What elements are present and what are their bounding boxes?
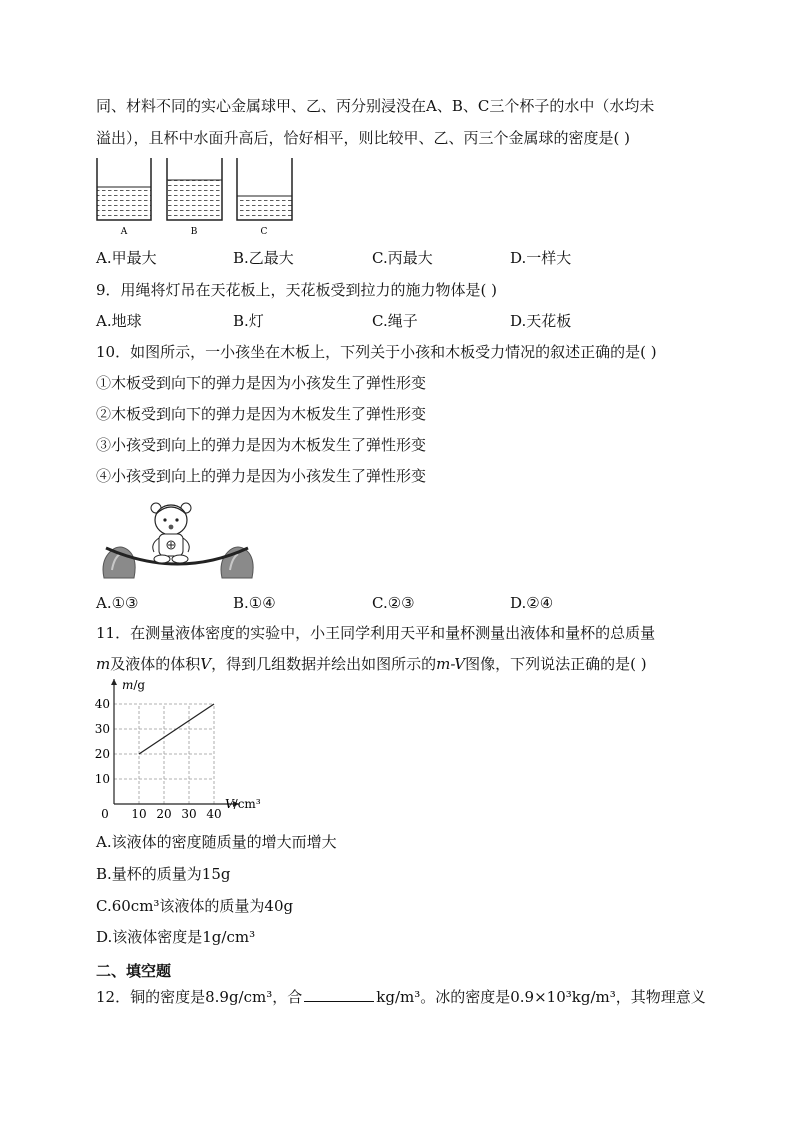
q10-statement-2: ②木板受到向下的弹力是因为木板发生了弹性形变	[96, 405, 427, 423]
q10-option-b[interactable]: B.①④	[233, 594, 276, 612]
y-tick-label-1: 20	[94, 747, 110, 761]
q8-line-2: 溢出），且杯中水面升高后，恰好相平，则比较甲、乙、丙三个金属球的密度是( )	[96, 129, 630, 147]
q11-option-d[interactable]: D.该液体密度是1g/cm³	[96, 928, 256, 946]
x-tick-label-0: 0	[101, 807, 109, 821]
section-heading: 二、填空题	[96, 962, 172, 980]
q10-statement-1: ①木板受到向下的弹力是因为小孩发生了弹性形变	[96, 374, 427, 392]
q8-option-b[interactable]: B.乙最大	[233, 249, 294, 267]
q10-statement-3: ③小孩受到向上的弹力是因为木板发生了弹性形变	[96, 436, 427, 454]
q11-var-mv: m-V	[436, 655, 466, 673]
q11-line-1: 11．在测量液体密度的实验中，小王同学利用天平和量杯测量出液体和量杯的总质量	[96, 624, 656, 642]
q9-option-b[interactable]: B.灯	[233, 312, 264, 330]
y-axis-label-var: m	[122, 678, 134, 692]
x-tick-label-2: 20	[156, 807, 172, 821]
child-figure	[151, 503, 191, 563]
cup-a	[97, 158, 151, 220]
q8-option-a[interactable]: A.甲最大	[96, 249, 157, 267]
child-on-board-figure	[98, 498, 268, 588]
three-cups-figure	[96, 158, 306, 238]
q12-part-1: 12．铜的密度是8.9g/cm³，合	[96, 988, 303, 1006]
q9-option-c[interactable]: C.绳子	[372, 312, 418, 330]
x-tick-label-3: 30	[181, 807, 197, 821]
cup-label-b: B	[190, 227, 198, 237]
q9-option-a[interactable]: A.地球	[96, 312, 142, 330]
q11-text-f: 图像，下列说法正确的是( )	[465, 655, 647, 673]
cup-label-a: A	[120, 227, 128, 237]
x-axis-label	[225, 797, 261, 811]
q9-option-d[interactable]: D.天花板	[510, 312, 572, 330]
y-tick-label-3: 40	[94, 697, 110, 711]
q11-var-m: m	[96, 655, 111, 673]
x-axis-label-unit: /cm³	[233, 797, 261, 811]
y-axis-label-unit: /g	[133, 678, 146, 692]
q12-part-2: kg/m³。冰的密度是0.9×10³kg/m³，其物理意义	[376, 988, 706, 1006]
q9-options	[96, 311, 716, 331]
q11-line-2	[96, 654, 647, 674]
y-axis-arrow	[111, 679, 117, 685]
q11-option-a[interactable]: A.该液体的密度随质量的增大而增大	[96, 833, 337, 851]
x-axis-label-var: V	[225, 797, 234, 811]
q10-option-d[interactable]: D.②④	[510, 594, 554, 612]
q8-option-c[interactable]: C.丙最大	[372, 249, 433, 267]
q10-options	[96, 593, 716, 613]
left-support-stone	[103, 547, 135, 578]
q10-option-c[interactable]: C.②③	[372, 594, 415, 612]
y-tick-label-0: 10	[94, 772, 110, 786]
q12-line	[96, 987, 706, 1007]
x-tick-label-1: 10	[131, 807, 147, 821]
cup-b	[167, 158, 222, 220]
y-axis-label	[122, 678, 145, 692]
q10-option-a[interactable]: A.①③	[96, 594, 139, 612]
q12-answer-blank[interactable]	[304, 987, 374, 1002]
q10-stem: 10．如图所示，一小孩坐在木板上，下列关于小孩和木板受力情况的叙述正确的是( )	[96, 343, 657, 361]
q11-option-b[interactable]: B.量杯的质量为15g	[96, 865, 231, 883]
cup-c	[237, 158, 292, 220]
q11-var-v: V	[200, 655, 212, 673]
q9-stem: 9．用绳将灯吊在天花板上，天花板受到拉力的施力物体是( )	[96, 281, 498, 299]
x-tick-label-4: 40	[206, 807, 222, 821]
q8-options	[96, 248, 716, 268]
q8-line-1: 同、材料不同的实心金属球甲、乙、丙分别浸没在A、B、C三个杯子的水中（水均未	[96, 97, 655, 115]
q11-option-c[interactable]: C.60cm³该液体的质量为40g	[96, 897, 294, 915]
q11-text-b: 及液体的体积	[110, 655, 201, 673]
cup-label-c: C	[260, 227, 268, 237]
q8-option-d[interactable]: D.一样大	[510, 249, 572, 267]
y-tick-label-2: 30	[94, 722, 110, 736]
q11-text-d: ，得到几组数据并绘出如图所示的	[211, 655, 437, 673]
q10-statement-4: ④小孩受到向上的弹力是因为小孩发生了弹性形变	[96, 467, 427, 485]
m-v-graph	[96, 680, 276, 820]
